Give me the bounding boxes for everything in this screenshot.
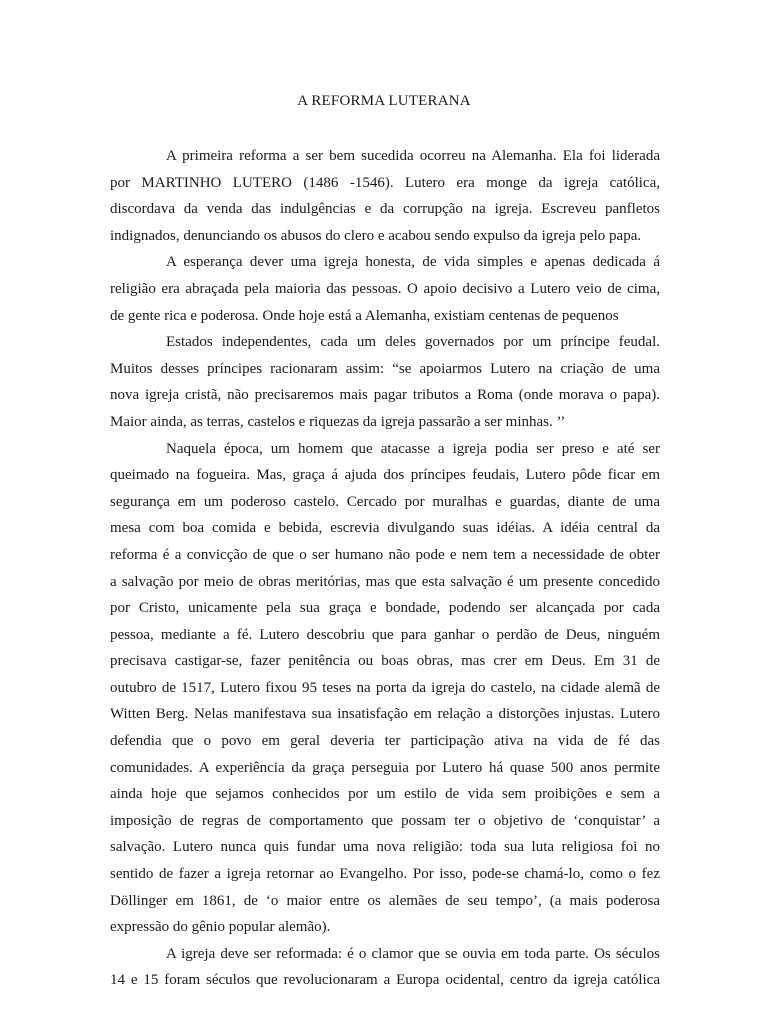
- text-line: outubro de 1517, Lutero fixou 95 teses na porta da igreja do castelo, na cidade alemã de: [110, 679, 660, 696]
- text-line: indignados, denunciando os abusos do clero e acabou sendo expulso da igreja pelo papa.: [110, 227, 642, 244]
- text-line: 14 e 15 foram séculos que revolucionaram a Europa ocidental, centro da igreja católica: [110, 972, 660, 989]
- document-body: [110, 143, 660, 994]
- text-line: nova igreja cristã, não precisaremos mais pagar tributos a Roma (onde morava o papa).: [110, 387, 660, 404]
- text-line: pessoa, mediante a fé. Lutero descobriu que para ganhar o perdão de Deus, ninguém: [110, 626, 660, 643]
- text-line: de gente rica e poderosa. Onde hoje está a Alemanha, existiam centenas de pequenos: [110, 307, 619, 324]
- text-line: religião era abraçada pela maioria das pessoas. O apoio decisivo a Lutero veio de cima,: [110, 280, 660, 297]
- text-line: queimado na fogueira. Mas, graça á ajuda dos príncipes feudais, Lutero pôde ficar em: [110, 467, 660, 484]
- text-line: discordava da venda das indulgências e da corrupção na igreja. Escreveu panfletos: [110, 201, 660, 218]
- text-line: por Cristo, unicamente pela sua graça e bondade, podendo ser alcançada por cada: [110, 600, 660, 617]
- text-line: sentido de fazer a igreja retornar ao Evangelho. Por isso, pode-se chamá-lo, como o fez: [110, 866, 660, 883]
- text-line: comunidades. A experiência da graça perseguia por Lutero há quase 500 anos permite: [110, 759, 660, 776]
- text-line: defendia que o povo em geral deveria ter participação ativa na vida de fé das: [110, 733, 660, 750]
- text-line: segurança em um poderoso castelo. Cercado por muralhas e guardas, diante de uma: [110, 493, 660, 510]
- text-line: precisava castigar-se, fazer penitência ou boas obras, mas crer em Deus. Em 31 de: [110, 653, 660, 670]
- text-line: por MARTINHO LUTERO (1486 -1546). Lutero era monge da igreja católica,: [110, 174, 660, 191]
- text-line: A igreja deve ser reformada: é o clamor que se ouvia em toda parte. Os séculos: [166, 945, 660, 962]
- text-line: Döllinger em 1861, de ‘o maior entre os alemães de seu tempo’, (a mais poderosa: [110, 892, 660, 909]
- text-line: Maior ainda, as terras, castelos e riquezas da igreja passarão a ser minhas. ’’: [110, 413, 566, 430]
- text-line: A esperança dever uma igreja honesta, de vida simples e apenas dedicada á: [166, 254, 660, 271]
- text-line: a salvação por meio de obras meritórias, mas que esta salvação é um presente concedido: [110, 573, 660, 590]
- text-line: imposição de regras de comportamento que possam ter o objetivo de ‘conquistar’ a: [110, 812, 660, 829]
- text-line: mesa com boa comida e bebida, escrevia divulgando suas idéias. A idéia central da: [110, 520, 660, 537]
- text-line: Muitos desses príncipes racionaram assim: “se apoiarmos Lutero na criação de uma: [110, 360, 660, 377]
- text-line: salvação. Lutero nunca quis fundar uma nova religião: toda sua luta religiosa foi no: [110, 839, 660, 856]
- text-line: Witten Berg. Nelas manifestava sua insatisfação em relação a distorções injustas. Lutero: [110, 706, 660, 723]
- text-line: ainda hoje que sejamos conhecidos por um estilo de vida sem proibições e sem a: [110, 786, 660, 803]
- text-line: reforma é a convicção de que o ser humano não pode e nem tem a necessidade de obter: [110, 546, 660, 563]
- text-line: Naquela época, um homem que atacasse a igreja podia ser preso e até ser: [166, 440, 660, 457]
- text-line: expressão do gênio popular alemão).: [110, 919, 331, 936]
- text-line: Estados independentes, cada um deles governados por um príncipe feudal.: [166, 334, 660, 351]
- text-line: A primeira reforma a ser bem sucedida ocorreu na Alemanha. Ela foi liderada: [166, 148, 660, 164]
- document-title: A REFORMA LUTERANA: [297, 93, 471, 109]
